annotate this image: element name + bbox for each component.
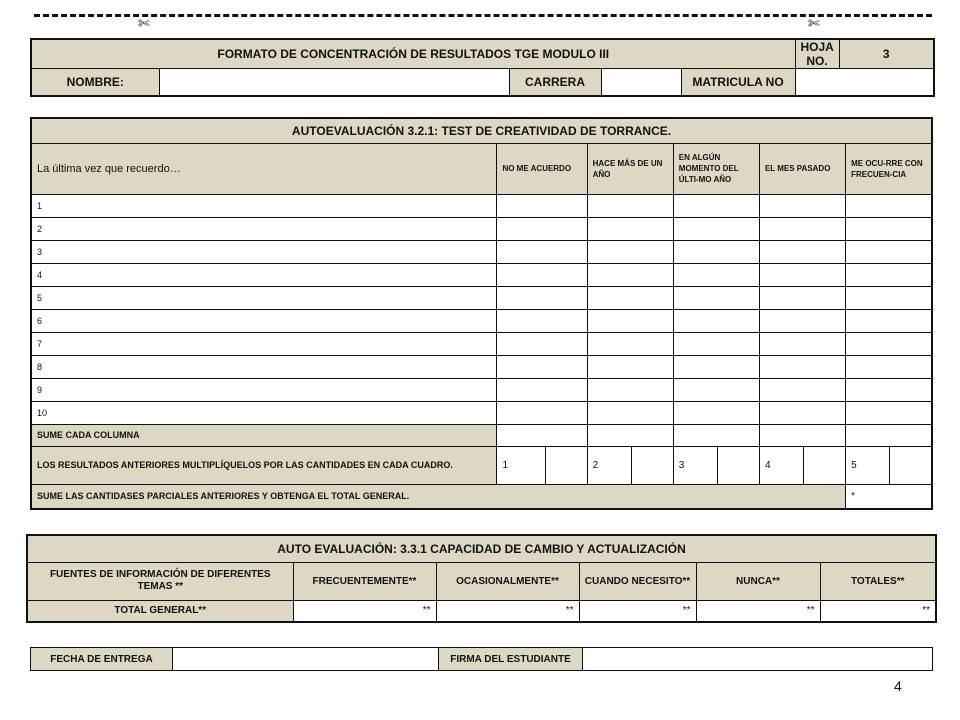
sum-cell[interactable] bbox=[497, 424, 587, 446]
multiplied-cell[interactable] bbox=[890, 446, 932, 484]
col-totales: TOTALES** bbox=[820, 562, 936, 600]
page-number: 4 bbox=[894, 678, 902, 694]
row-number: 1 bbox=[31, 194, 497, 217]
sum-label: SUME CADA COLUMNA bbox=[31, 424, 497, 446]
answer-cell[interactable] bbox=[587, 263, 673, 286]
answer-cell[interactable] bbox=[846, 332, 932, 355]
answer-cell[interactable] bbox=[759, 378, 845, 401]
answer-cell[interactable] bbox=[759, 332, 845, 355]
footer-table bbox=[30, 647, 933, 671]
answer-cell[interactable] bbox=[673, 401, 759, 424]
table-row bbox=[31, 217, 932, 240]
answer-cell[interactable] bbox=[497, 194, 587, 217]
answer-cell[interactable] bbox=[497, 401, 587, 424]
multiplied-cell[interactable] bbox=[804, 446, 846, 484]
col-hace-mas-de-un-ano: HACE MÁS DE UN AÑO bbox=[587, 143, 673, 194]
answer-cell[interactable] bbox=[673, 286, 759, 309]
row-label-header: La última vez que recuerdo… bbox=[31, 143, 497, 194]
multiplier: 5 bbox=[846, 446, 890, 484]
row-number: 7 bbox=[31, 332, 497, 355]
answer-cell[interactable] bbox=[759, 286, 845, 309]
multiplied-cell[interactable] bbox=[631, 446, 673, 484]
col-frecuentemente: FRECUENTEMENTE** bbox=[293, 562, 436, 600]
answer-cell[interactable] bbox=[587, 240, 673, 263]
answer-cell[interactable] bbox=[846, 263, 932, 286]
multiplier: 2 bbox=[587, 446, 631, 484]
answer-cell[interactable] bbox=[673, 263, 759, 286]
fecha-field[interactable] bbox=[173, 648, 439, 671]
answer-cell[interactable] bbox=[497, 217, 587, 240]
answer-cell[interactable] bbox=[759, 217, 845, 240]
table-row bbox=[31, 240, 932, 263]
answer-cell[interactable] bbox=[846, 240, 932, 263]
table-row bbox=[31, 263, 932, 286]
col-ocasionalmente: OCASIONALMENTE** bbox=[436, 562, 579, 600]
matricula-field[interactable] bbox=[795, 69, 934, 96]
total-cell[interactable]: ** bbox=[696, 600, 820, 622]
answer-cell[interactable] bbox=[673, 194, 759, 217]
total-cell[interactable]: ** bbox=[579, 600, 696, 622]
multiplied-cell[interactable] bbox=[717, 446, 759, 484]
sum-cell[interactable] bbox=[759, 424, 845, 446]
table-row bbox=[31, 401, 932, 424]
total-general-cell[interactable]: * bbox=[846, 484, 932, 509]
hoja-label: HOJA NO. bbox=[795, 39, 839, 69]
col-mes-pasado: EL MES PASADO bbox=[759, 143, 845, 194]
answer-cell[interactable] bbox=[759, 240, 845, 263]
answer-cell[interactable] bbox=[673, 355, 759, 378]
answer-cell[interactable] bbox=[846, 355, 932, 378]
fecha-label: FECHA DE ENTREGA bbox=[31, 648, 173, 671]
total-cell[interactable]: ** bbox=[436, 600, 579, 622]
col-fuentes: FUENTES DE INFORMACIÓN DE DIFERENTES TEMAS ** bbox=[27, 562, 293, 600]
nombre-label: NOMBRE: bbox=[31, 69, 159, 96]
row-number: 10 bbox=[31, 401, 497, 424]
col-con-frecuencia: ME OCU-RRE CON FRECUEN-CIA bbox=[846, 143, 932, 194]
answer-cell[interactable] bbox=[587, 401, 673, 424]
table-row bbox=[31, 332, 932, 355]
answer-cell[interactable] bbox=[587, 309, 673, 332]
answer-cell[interactable] bbox=[497, 286, 587, 309]
cambio-title: AUTO EVALUACIÓN: 3.3.1 CAPACIDAD DE CAMBIO Y ACTUALIZACIÓN bbox=[27, 535, 936, 562]
total-label: SUME LAS CANTIDASES PARCIALES ANTERIORES Y OBTENGA EL TOTAL GENERAL. bbox=[31, 484, 846, 509]
row-number: 3 bbox=[31, 240, 497, 263]
total-cell[interactable]: ** bbox=[293, 600, 436, 622]
multiplier: 4 bbox=[759, 446, 803, 484]
table-row bbox=[31, 286, 932, 309]
answer-cell[interactable] bbox=[497, 355, 587, 378]
sum-cell[interactable] bbox=[673, 424, 759, 446]
sum-cell[interactable] bbox=[846, 424, 932, 446]
torrance-table bbox=[30, 117, 933, 510]
answer-cell[interactable] bbox=[673, 309, 759, 332]
row-number: 2 bbox=[31, 217, 497, 240]
cut-line bbox=[34, 14, 932, 17]
carrera-field[interactable] bbox=[601, 69, 681, 96]
multiply-label: LOS RESULTADOS ANTERIORES MULTIPLÍQUELOS POR LAS CANTIDADES EN CADA CUADRO. bbox=[31, 446, 497, 484]
table-row bbox=[31, 355, 932, 378]
answer-cell[interactable] bbox=[497, 378, 587, 401]
answer-cell[interactable] bbox=[673, 332, 759, 355]
answer-cell[interactable] bbox=[587, 355, 673, 378]
header-table bbox=[30, 38, 935, 97]
total-general-label: TOTAL GENERAL** bbox=[27, 600, 293, 622]
col-ultimo-ano: EN ALGÚN MOMENTO DEL ÚLTI-MO AÑO bbox=[673, 143, 759, 194]
answer-cell[interactable] bbox=[587, 286, 673, 309]
answer-cell[interactable] bbox=[673, 217, 759, 240]
table-row bbox=[31, 378, 932, 401]
torrance-title: AUTOEVALUACIÓN 3.2.1: TEST DE CREATIVIDAD DE TORRANCE. bbox=[31, 118, 932, 143]
answer-cell[interactable] bbox=[759, 355, 845, 378]
sum-cell[interactable] bbox=[587, 424, 673, 446]
answer-cell[interactable] bbox=[759, 194, 845, 217]
answer-cell[interactable] bbox=[846, 378, 932, 401]
scissors-icon: ✄ bbox=[808, 16, 820, 32]
answer-cell[interactable] bbox=[587, 217, 673, 240]
answer-cell[interactable] bbox=[846, 194, 932, 217]
hoja-value: 3 bbox=[839, 39, 934, 69]
multiplier: 3 bbox=[673, 446, 717, 484]
multiplier: 1 bbox=[497, 446, 545, 484]
form-title: FORMATO DE CONCENTRACIÓN DE RESULTADOS TGE MODULO III bbox=[31, 39, 795, 69]
table-row bbox=[31, 309, 932, 332]
answer-cell[interactable] bbox=[846, 217, 932, 240]
row-number: 4 bbox=[31, 263, 497, 286]
answer-cell[interactable] bbox=[846, 309, 932, 332]
answer-cell[interactable] bbox=[846, 401, 932, 424]
answer-cell[interactable] bbox=[759, 401, 845, 424]
carrera-label: CARRERA bbox=[509, 69, 601, 96]
answer-cell[interactable] bbox=[759, 309, 845, 332]
answer-cell[interactable] bbox=[497, 240, 587, 263]
row-number: 8 bbox=[31, 355, 497, 378]
firma-label: FIRMA DEL ESTUDIANTE bbox=[439, 648, 583, 671]
answer-cell[interactable] bbox=[497, 309, 587, 332]
answer-cell[interactable] bbox=[587, 194, 673, 217]
row-number: 9 bbox=[31, 378, 497, 401]
answer-cell[interactable] bbox=[673, 378, 759, 401]
matricula-label: MATRICULA NO bbox=[681, 69, 795, 96]
answer-cell[interactable] bbox=[587, 378, 673, 401]
row-number: 6 bbox=[31, 309, 497, 332]
answer-cell[interactable] bbox=[587, 332, 673, 355]
answer-cell[interactable] bbox=[759, 263, 845, 286]
answer-cell[interactable] bbox=[673, 240, 759, 263]
scissors-icon: ✄ bbox=[138, 16, 150, 32]
col-no-me-acuerdo: NO ME ACUERDO bbox=[497, 143, 587, 194]
cambio-table bbox=[26, 534, 937, 623]
nombre-field[interactable] bbox=[159, 69, 509, 96]
row-number: 5 bbox=[31, 286, 497, 309]
col-cuando-necesito: CUANDO NECESITO** bbox=[579, 562, 696, 600]
answer-cell[interactable] bbox=[846, 286, 932, 309]
firma-field[interactable] bbox=[583, 648, 933, 671]
col-nunca: NUNCA** bbox=[696, 562, 820, 600]
answer-cell[interactable] bbox=[497, 332, 587, 355]
table-row bbox=[31, 194, 932, 217]
answer-cell[interactable] bbox=[497, 263, 587, 286]
multiplied-cell[interactable] bbox=[545, 446, 587, 484]
total-cell[interactable]: ** bbox=[820, 600, 936, 622]
